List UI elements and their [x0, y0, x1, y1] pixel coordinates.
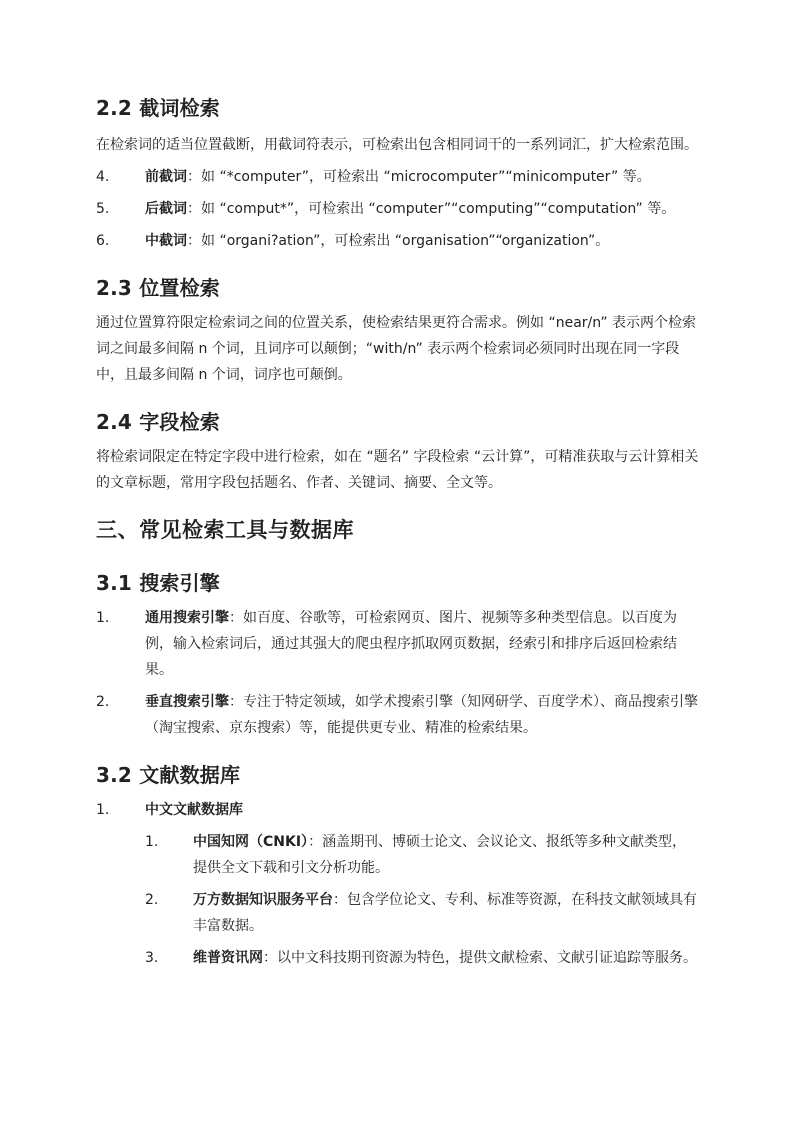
sub-list-item: 1. 中国知网（CNKI）：涵盖期刊、博硕士论文、会议论文、报纸等多种文献类型，提供全文下载和引文分析功能。	[96, 829, 700, 881]
list-text: 涵盖期刊、博硕士论文、会议论文、报纸等多种文献类型，提供全文下载和引文分析功能。	[193, 834, 687, 877]
list-label: 万方数据知识服务平台	[193, 892, 333, 909]
list-label: 维普资讯网	[193, 950, 263, 967]
section-2-3-heading: 2.3 位置检索	[96, 276, 220, 300]
list-number: 1.	[96, 610, 110, 627]
list-number: 3.	[145, 950, 159, 967]
list-number: 5.	[96, 201, 110, 217]
section-3-1-heading: 3.1 搜索引擎	[96, 571, 220, 596]
sub-list-item: 3. 维普资讯网：以中文科技期刊资源为特色，提供文献检索、文献引证追踪等服务。	[96, 945, 700, 971]
list-text: 专注于特定领域，如学术搜索引擎（知网研学、百度学术）、商品搜索引擎（淘宝搜索、京东搜索）等，能提供更专业、精准的检索结果。	[145, 694, 698, 737]
list-number: 2.	[96, 694, 110, 711]
chapter-3-heading: 三、常见检索工具与数据库	[96, 518, 354, 542]
list-number: 1.	[96, 802, 110, 819]
list-text: 如百度、谷歌等，可检索网页、图片、视频等多种类型信息。以百度为例，输入检索词后，通过其强大的爬虫程序抓取网页数据，经索引和排序后返回检索结果。	[145, 610, 677, 679]
sub-list-item: 2. 万方数据知识服务平台：包含学位论文、专利、标准等资源，在科技文献领域具有丰富数据。	[96, 887, 700, 939]
list-text: 以中文科技期刊资源为特色，提供文献检索、文献引证追踪等服务。	[277, 950, 697, 967]
section-2-2-heading: 2.2 截词检索	[96, 96, 220, 120]
list-number: 1.	[145, 834, 159, 851]
section-2-2-paragraph: 在检索词的适当位置截断，用截词符表示，可检索出包含相同词干的一系列词汇，扩大检索范围。	[96, 137, 698, 153]
list-text: 包含学位论文、专利、标准等资源，在科技文献领域具有丰富数据。	[193, 892, 697, 935]
list-label: 中截词	[145, 233, 187, 249]
list-label: 垂直搜索引擎	[145, 694, 229, 711]
list-number: 4.	[96, 169, 110, 185]
list-item: 6. 中截词：如 “organi?ation”，可检索出 “organisation”“organization”。	[96, 228, 700, 254]
document-page	[96, 90, 700, 971]
list-number: 6.	[96, 233, 110, 249]
list-item: 4. 前截词：如 “*computer”，可检索出 “microcomputer”“minicomputer” 等。	[96, 164, 700, 190]
list-label: 中文文献数据库	[145, 802, 243, 819]
section-3-2-heading: 3.2 文献数据库	[96, 763, 241, 788]
list-label: 通用搜索引擎	[145, 610, 229, 627]
list-text: 如 “organi?ation”，可检索出 “organisation”“organization”。	[201, 233, 610, 249]
list-item	[96, 797, 700, 823]
list-label: 后截词	[145, 201, 187, 217]
list-text: 如 “*computer”，可检索出 “microcomputer”“minicomputer” 等。	[201, 169, 651, 185]
list-number: 2.	[145, 892, 159, 909]
list-text: 如 “comput*”，可检索出 “computer”“computing”“computation” 等。	[201, 201, 676, 217]
list-item: 5. 后截词：如 “comput*”，可检索出 “computer”“computing”“computation” 等。	[96, 196, 700, 222]
section-2-4-heading: 2.4 字段检索	[96, 410, 220, 434]
list-item: 2. 垂直搜索引擎：专注于特定领域，如学术搜索引擎（知网研学、百度学术）、商品搜索引擎（淘宝搜索、京东搜索）等，能提供更专业、精准的检索结果。	[96, 689, 700, 741]
list-item: 1. 通用搜索引擎：如百度、谷歌等，可检索网页、图片、视频等多种类型信息。以百度为例，输入检索词后，通过其强大的爬虫程序抓取网页数据，经索引和排序后返回检索结果。	[96, 605, 700, 683]
list-label: 前截词	[145, 169, 187, 185]
list-label: 中国知网（CNKI）	[193, 834, 309, 851]
section-2-3-paragraph: 通过位置算符限定检索词之间的位置关系，使检索结果更符合需求。例如 “near/n” 表示两个检索词之间最多间隔 n 个词，且词序可以颠倒；“with/n” 表示两个检索词必须同时出现在同一字段中，且最多间隔 n 个词，词序也可颠倒。	[96, 315, 697, 383]
section-2-4-paragraph: 将检索词限定在特定字段中进行检索，如在 “题名” 字段检索 “云计算”，可精准获取与云计算相关的文章标题，常用字段包括题名、作者、关键词、摘要、全文等。	[96, 449, 699, 491]
